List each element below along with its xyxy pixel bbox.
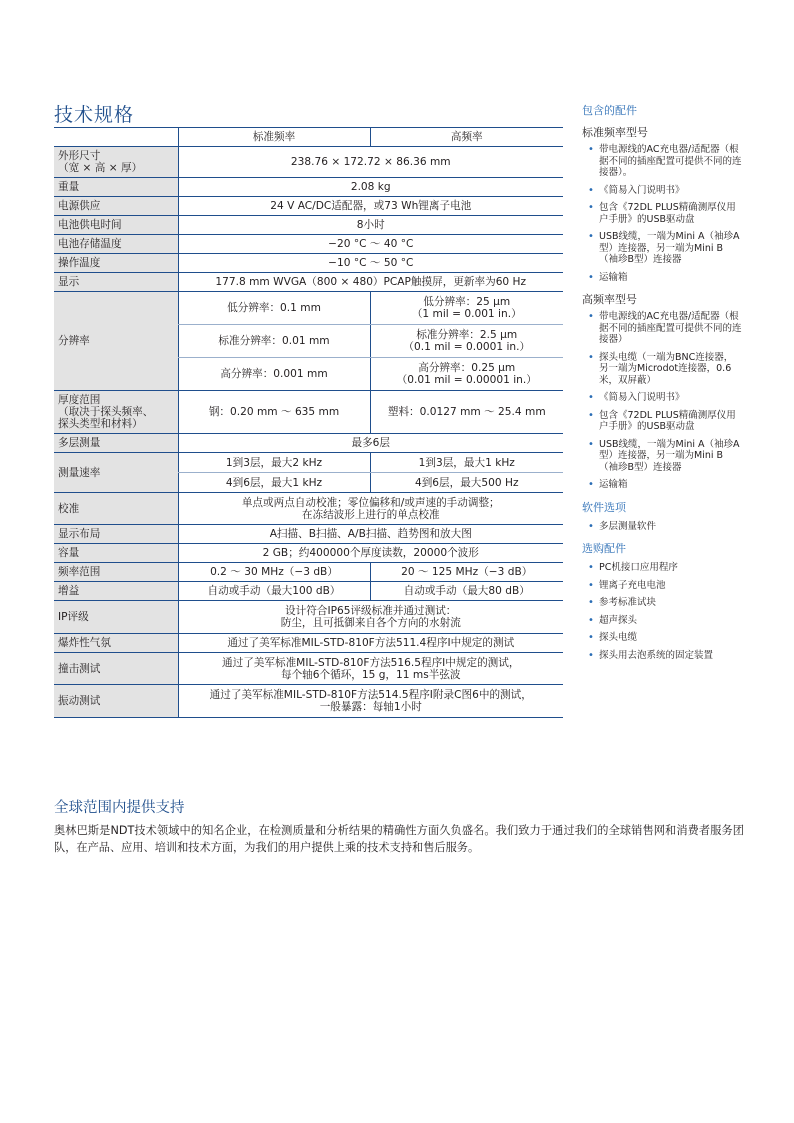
list-item <box>582 272 742 284</box>
row-value: 通过了美军标准MIL-STD-810F方法516.5程序I中规定的测试， 每个轴6个循环，15 g，11 ms半弦波 <box>178 653 563 685</box>
row-label: 重量 <box>54 178 178 197</box>
bullet-icon: • <box>588 351 594 363</box>
list-item-text: 包含《72DL PLUS精确测厚仪用户手册》的USB驱动盘 <box>599 409 736 432</box>
list-item <box>582 311 742 346</box>
bullet-icon: • <box>588 271 594 283</box>
bullet-icon: • <box>588 597 594 608</box>
freq-label: 频率范围 <box>54 563 178 582</box>
table-row <box>54 235 563 254</box>
list-item <box>582 597 742 609</box>
table-header-row <box>54 128 563 147</box>
bullet-icon: • <box>588 144 594 155</box>
speed-standard: 1到3层，最大2 kHz <box>178 453 370 473</box>
list-item-text: USB线缆，一端为Mini A（袖珍A型）连接器，另一端为Mini B（袖珍B型）连接器 <box>599 231 740 265</box>
list-item-text: 探头电缆 <box>599 632 638 643</box>
list-item-text: 《简易入门说明书》 <box>599 184 685 196</box>
table-row <box>54 493 563 525</box>
list-item <box>582 521 742 533</box>
bullet-icon: • <box>588 614 594 626</box>
bullet-icon: • <box>588 311 594 322</box>
spec-title: 技术规格 <box>54 104 135 126</box>
row-label: 校准 <box>54 493 178 525</box>
list-item <box>582 231 742 266</box>
resolution-standard: 高分辨率：0.001 mm <box>178 358 370 391</box>
list-item <box>582 479 742 491</box>
header-high: 高频率 <box>370 128 563 147</box>
list-item-text: 运输箱 <box>599 271 628 283</box>
list-item <box>582 185 742 197</box>
table-row <box>54 254 563 273</box>
row-value: 通过了美军标准MIL-STD-810F方法511.4程序I中规定的测试 <box>178 634 563 653</box>
table-row <box>54 544 563 563</box>
bullet-icon: • <box>588 579 594 591</box>
row-value: −10 °C ～ 50 °C <box>178 254 563 273</box>
list-item <box>582 202 742 225</box>
row-label: 显示 <box>54 273 178 292</box>
table-row <box>54 685 563 718</box>
row-value: 24 V AC/DC适配器，或73 Wh锂离子电池 <box>178 197 563 216</box>
row-value: 单点或两点自动校准；零位偏移和/或声速的手动调整； 在冻结波形上进行的单点校准 <box>178 493 563 525</box>
bullet-icon: • <box>588 231 594 242</box>
list-item-text: 探头电缆（一端为BNC连接器，另一端为Microdot连接器，0.6米，双屏蔽） <box>599 351 734 386</box>
row-label: 撞击测试 <box>54 653 178 685</box>
list-item <box>582 410 742 433</box>
resolution-row <box>54 292 563 325</box>
list-item-text: 《简易入门说明书》 <box>599 392 685 403</box>
bullet-icon: • <box>588 479 594 490</box>
resolution-high: 标准分辨率：2.5 μm （0.1 mil = 0.0001 in.） <box>370 325 563 358</box>
freq-row <box>54 563 563 582</box>
speed-high: 4到6层，最大500 Hz <box>370 473 563 493</box>
bullet-icon: • <box>588 649 594 661</box>
row-label: 爆炸性气氛 <box>54 634 178 653</box>
optional-accessories-list <box>582 562 742 661</box>
list-item <box>582 615 742 627</box>
list-item <box>582 562 742 574</box>
bullet-icon: • <box>588 632 594 643</box>
spec-table <box>54 127 563 718</box>
list-item-text: 带电源线的AC充电器/适配器（根据不同的插座配置可提供不同的连接器） <box>599 311 742 345</box>
row-label: 操作温度 <box>54 254 178 273</box>
freq-standard: 0.2 ～ 30 MHz（−3 dB） <box>178 563 370 582</box>
gain-row <box>54 582 563 601</box>
included-accessories-title: 包含的配件 <box>582 104 637 117</box>
list-item <box>582 439 742 474</box>
list-item <box>582 144 742 179</box>
row-label: 振动测试 <box>54 685 178 718</box>
row-value: 8小时 <box>178 216 563 235</box>
list-item-text: PC机接口应用程序 <box>599 562 678 573</box>
thickness-standard: 钢：0.20 mm ～ 635 mm <box>178 391 370 434</box>
bullet-icon: • <box>588 184 594 196</box>
thickness-label: 厚度范围 （取决于探头频率、 探头类型和材料） <box>54 391 178 434</box>
support-body: 奥林巴斯是NDT技术领域中的知名企业，在检测质量和分析结果的精确性方面久负盛名。我们致力于通过我们的全球销售网和消费者服务团队，在产品、应用、培训和技术方面，为我们的用户提供上乘的技术支持和售后服务。 <box>54 824 744 854</box>
row-value: 177.8 mm WVGA（800 × 480）PCAP触摸屏，更新率为60 Hz <box>178 273 563 292</box>
thickness-high: 塑料：0.0127 mm ～ 25.4 mm <box>370 391 563 434</box>
row-label: 电源供应 <box>54 197 178 216</box>
bullet-icon: • <box>588 392 594 403</box>
gain-standard: 自动或手动（最大100 dB） <box>178 582 370 601</box>
header-blank <box>54 128 178 147</box>
resolution-high: 低分辨率：25 μm （1 mil = 0.001 in.） <box>370 292 563 325</box>
accessories-sidebar <box>582 96 742 669</box>
high-model-list <box>582 311 742 491</box>
gain-high: 自动或手动（最大80 dB） <box>370 582 563 601</box>
row-value: −20 °C ～ 40 °C <box>178 235 563 254</box>
row-label: IP评级 <box>54 601 178 634</box>
support-title: 全球范围内提供支持 <box>54 800 185 816</box>
speed-standard: 4到6层，最大1 kHz <box>178 473 370 493</box>
row-value: A扫描、B扫描、A/B扫描、趋势图和放大图 <box>178 525 563 544</box>
freq-high: 20 ～ 125 MHz（−3 dB） <box>370 563 563 582</box>
list-item <box>582 392 742 404</box>
list-item-text: 带电源线的AC充电器/适配器（根据不同的插座配置可提供不同的连接器）。 <box>599 144 742 178</box>
table-row <box>54 273 563 292</box>
list-item-text: 运输箱 <box>599 479 628 490</box>
row-label: 显示布局 <box>54 525 178 544</box>
row-value: 通过了美军标准MIL-STD-810F方法514.5程序I附录C图6中的测试， 一般暴露：每轴1小时 <box>178 685 563 718</box>
standard-model-list <box>582 144 742 283</box>
optional-accessories-title: 选购配件 <box>582 542 626 555</box>
multilayer-value: 最多6层 <box>178 434 563 453</box>
bullet-icon: • <box>588 562 594 573</box>
table-row <box>54 178 563 197</box>
software-options-title: 软件选项 <box>582 500 626 514</box>
list-item-text: 多层测量软件 <box>599 520 657 532</box>
speed-row <box>54 453 563 473</box>
row-value: 设计符合IP65评级标准并通过测试： 防尘，且可抵御来自各个方向的水射流 <box>178 601 563 634</box>
software-options-list <box>582 521 742 533</box>
high-model-title: 高频率型号 <box>582 293 637 306</box>
table-row <box>54 197 563 216</box>
resolution-label: 分辨率 <box>54 292 178 391</box>
table-row <box>54 147 563 178</box>
row-label: 电池存储温度 <box>54 235 178 254</box>
list-item <box>582 632 742 644</box>
list-item-text: 超声探头 <box>599 614 638 626</box>
resolution-standard: 标准分辨率：0.01 mm <box>178 325 370 358</box>
bullet-icon: • <box>588 202 594 213</box>
gain-label: 增益 <box>54 582 178 601</box>
table-row <box>54 601 563 634</box>
table-row <box>54 653 563 685</box>
list-item <box>582 650 742 662</box>
table-row <box>54 634 563 653</box>
multilayer-label: 多层测量 <box>54 434 178 453</box>
list-item <box>582 352 742 387</box>
table-row <box>54 525 563 544</box>
row-value: 238.76 × 172.72 × 86.36 mm <box>178 147 563 178</box>
row-value: 2 GB；约400000个厚度读数，20000个波形 <box>178 544 563 563</box>
list-item-text: 参考标准试块 <box>599 597 657 608</box>
row-label: 外形尺寸 （宽 × 高 × 厚） <box>54 147 178 178</box>
list-item-text: USB线缆，一端为Mini A（袖珍A型）连接器，另一端为Mini B（袖珍B型）连接器 <box>599 438 740 473</box>
row-value: 2.08 kg <box>178 178 563 197</box>
bullet-icon: • <box>588 520 594 532</box>
bullet-icon: • <box>588 409 594 421</box>
table-row <box>54 216 563 235</box>
standard-model-title: 标准频率型号 <box>582 126 648 139</box>
list-item-text: 探头用去泡系统的固定装置 <box>599 649 714 661</box>
speed-label: 测量速率 <box>54 453 178 493</box>
list-item-text: 包含《72DL PLUS精确测厚仪用户手册》的USB驱动盘 <box>599 202 736 225</box>
row-label: 电池供电时间 <box>54 216 178 235</box>
thickness-row <box>54 391 563 434</box>
list-item <box>582 580 742 592</box>
speed-high: 1到3层，最大1 kHz <box>370 453 563 473</box>
multilayer-row <box>54 434 563 453</box>
row-label: 容量 <box>54 544 178 563</box>
resolution-standard: 低分辨率：0.1 mm <box>178 292 370 325</box>
header-standard: 标准频率 <box>178 128 370 147</box>
resolution-high: 高分辨率：0.25 μm （0.01 mil = 0.00001 in.） <box>370 358 563 391</box>
bullet-icon: • <box>588 438 594 450</box>
list-item-text: 锂离子充电电池 <box>599 579 666 591</box>
